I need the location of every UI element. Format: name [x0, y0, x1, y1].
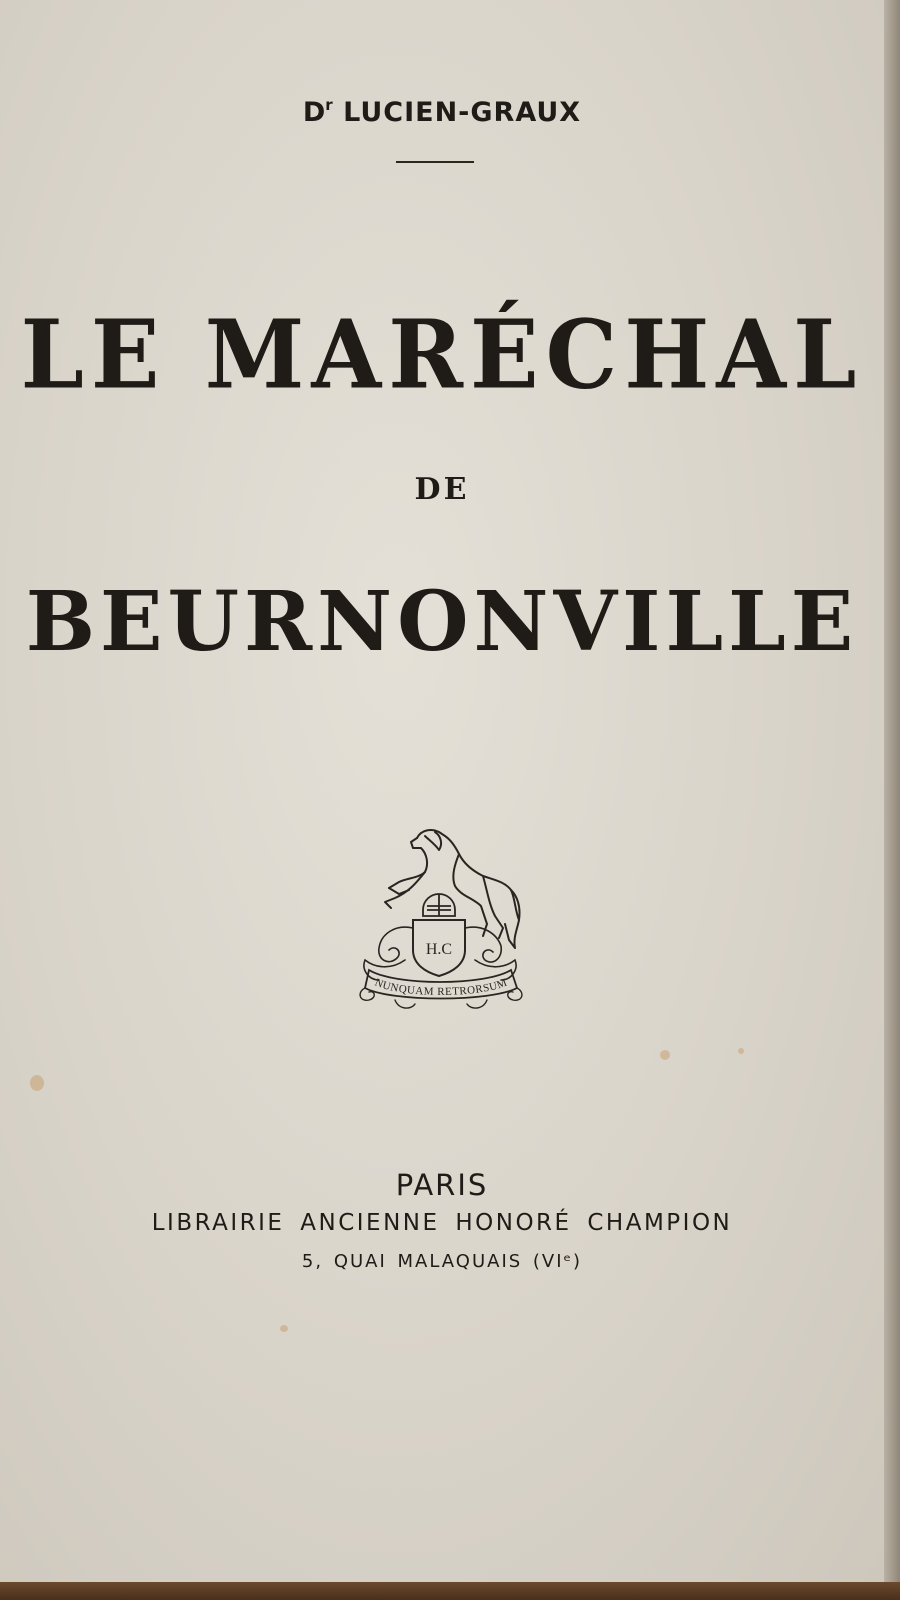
author-title: $D^r$: [302, 96, 333, 128]
table-surface: [0, 1582, 900, 1600]
title-line-1: LE MARÉCHAL: [20, 299, 864, 411]
page-edge: [884, 0, 900, 1600]
publisher-device-icon: [355, 820, 530, 1015]
foxing-spot: [660, 1050, 670, 1060]
foxing-spot: [30, 1075, 44, 1091]
motto-text: NUNQUAM RETRORSUM: [372, 976, 510, 999]
imprint-address: 5, QUAI MALAQUAIS (VIᵉ): [301, 1251, 583, 1272]
monogram-text: H.C: [425, 941, 453, 958]
author-line: [0, 96, 884, 128]
foxing-spot: [738, 1048, 744, 1054]
divider-rule: [396, 161, 474, 163]
foxing-spot: [280, 1325, 288, 1332]
title-line-2: BEURNONVILLE: [25, 574, 859, 670]
author-name: LUCIEN-GRAUX: [343, 97, 582, 128]
imprint-publisher: LIBRAIRIE ANCIENNE HONORÉ CHAMPION: [151, 1210, 733, 1236]
title-connector: DE: [414, 472, 470, 507]
imprint-city: PARIS: [395, 1168, 489, 1202]
